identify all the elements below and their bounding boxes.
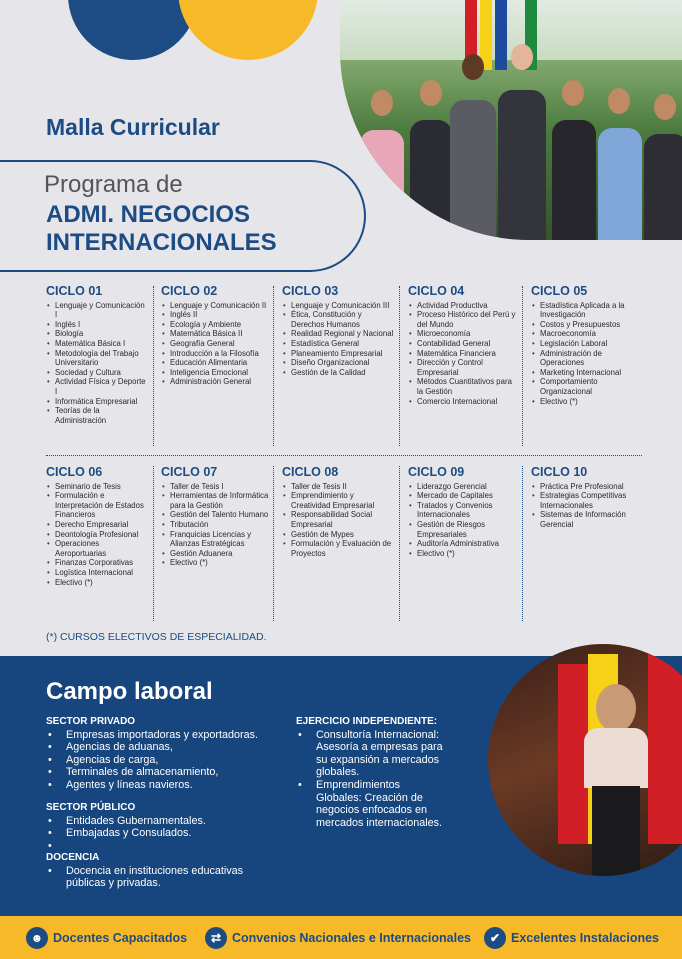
ciclo-09: CICLO 09 • Liderazgo Gerencial • Mercado de Capitales • Tratados y Convenios Internacionales • Gestión de Riesgos Empresariales • Auditoría Administrativa • Electivo (*) — [408, 468, 518, 558]
feature-convenios: ⇄ Convenios Nacionales e Internacionales — [205, 926, 471, 950]
ciclo-03: CICLO 03 • Lenguaje y Comunicación III • Ética, Constitución y Derechos Humanos • Realidad Regional y Nacional • Estadística General • Planeamiento Empresarial • Diseño Organizacional • Gestión de la Calidad — [282, 287, 394, 377]
handshake-icon: ⇄ — [205, 927, 227, 949]
row-divider — [46, 455, 642, 456]
ciclo-07: CICLO 07 • Taller de Tesis I • Herramientas de Informática para la Gestión • Gestión del Talento Humano • Tributación • Franquicias Licencias y Alianzas Estratégicas • Gestión Aduanera • Electivo (*) — [161, 468, 271, 568]
decorative-blue-circle — [68, 0, 198, 60]
cycle-divider — [153, 466, 154, 621]
decorative-yellow-circle — [178, 0, 318, 60]
electives-note: (*) CURSOS ELECTIVOS DE ESPECIALIDAD. — [46, 631, 267, 643]
cycle-divider — [273, 286, 274, 446]
ejercicio-independiente: EJERCICIO INDEPENDIENTE: • Consultoría Internacional: Asesoría a empresas para su expansión a mercados globales. • Emprendimientos Globales: Creación de negocios enfocados en mercados internacionales. — [296, 716, 446, 829]
group-photo — [340, 0, 682, 240]
ciclo-06: CICLO 06 • Seminario de Tesis • Formulación e Interpretación de Estados Financieros • Derecho Empresarial • Deontología Profesional • Operaciones Aeroportuarias • Finanzas Corporativas • Logística Internacional • Electivo (*) — [46, 468, 148, 587]
footer-bar — [0, 916, 682, 959]
cycle-divider — [522, 466, 523, 621]
campo-title: Campo laboral — [46, 678, 213, 705]
feature-instalaciones: ✔ Excelentes Instalaciones — [484, 926, 659, 950]
program-label: Programa de — [44, 171, 183, 198]
cycle-divider — [399, 286, 400, 446]
feature-docentes: ☻ Docentes Capacitados — [26, 926, 187, 950]
ciclo-01: CICLO 01 • Lenguaje y Comunicación I • Inglés I • Biología • Matemática Básica I • Metodología del Trabajo Universitario • Sociedad y Cultura • Actividad Física y Deporte I • Informática Empresarial • Teorías de la Administración — [46, 287, 148, 425]
malla-title: Malla Curricular — [46, 114, 220, 140]
cycle-divider — [399, 466, 400, 621]
cycle-divider — [522, 286, 523, 446]
ciclo-05: CICLO 05 • Estadística Aplicada a la Investigación • Costos y Presupuestos • Macroeconomía • Legislación Laboral • Administración de Operaciones • Marketing Internacional • Comportamiento Organizacional • Electivo (*) — [531, 287, 643, 406]
cycle-divider — [273, 466, 274, 621]
sector-docencia: DOCENCIA • Docencia en instituciones educativas públicas y privadas. — [46, 852, 276, 890]
checkmark-icon: ✔ — [484, 927, 506, 949]
program-name-line2: INTERNACIONALES — [46, 229, 277, 256]
sector-publico: SECTOR PÚBLICO • Entidades Gubernamentales. • Embajadas y Consulados. • — [46, 802, 296, 852]
program-name-line1: ADMI. NEGOCIOS — [46, 201, 251, 228]
teachers-icon: ☻ — [26, 927, 48, 949]
ciclo-02: CICLO 02 • Lenguaje y Comunicación II • Inglés II • Ecología y Ambiente • Matemática Básica II • Geografía General • Introducción a la Filosofía • Educación Alimentaria • Inteligencia Emocional • Administración General — [161, 287, 271, 387]
cycle-divider — [153, 286, 154, 446]
sector-privado: SECTOR PRIVADO • Empresas importadoras y exportadoras. • Agencias de aduanas, • Agencias de carga, • Terminales de almacenamiento, • Agentes y líneas navieros. — [46, 716, 296, 792]
ciclo-10: CICLO 10 • Práctica Pre Profesional • Estrategias Competitivas Internacionales • Sistemas de Información Gerencial — [531, 468, 643, 530]
ciclo-04: CICLO 04 • Actividad Productiva • Proceso Histórico del Perú y del Mundo • Microeconomía • Contabilidad General • Matemática Financiera • Dirección y Control Empresarial • Métodos Cuantitativos para la Gestión • Comercio Internacional — [408, 287, 518, 406]
ciclo-08: CICLO 08 • Taller de Tesis II • Emprendimiento y Creatividad Empresarial • Responsabilidad Social Empresarial • Gestión de Mypes • Formulación y Evaluación de Proyectos — [282, 468, 394, 558]
